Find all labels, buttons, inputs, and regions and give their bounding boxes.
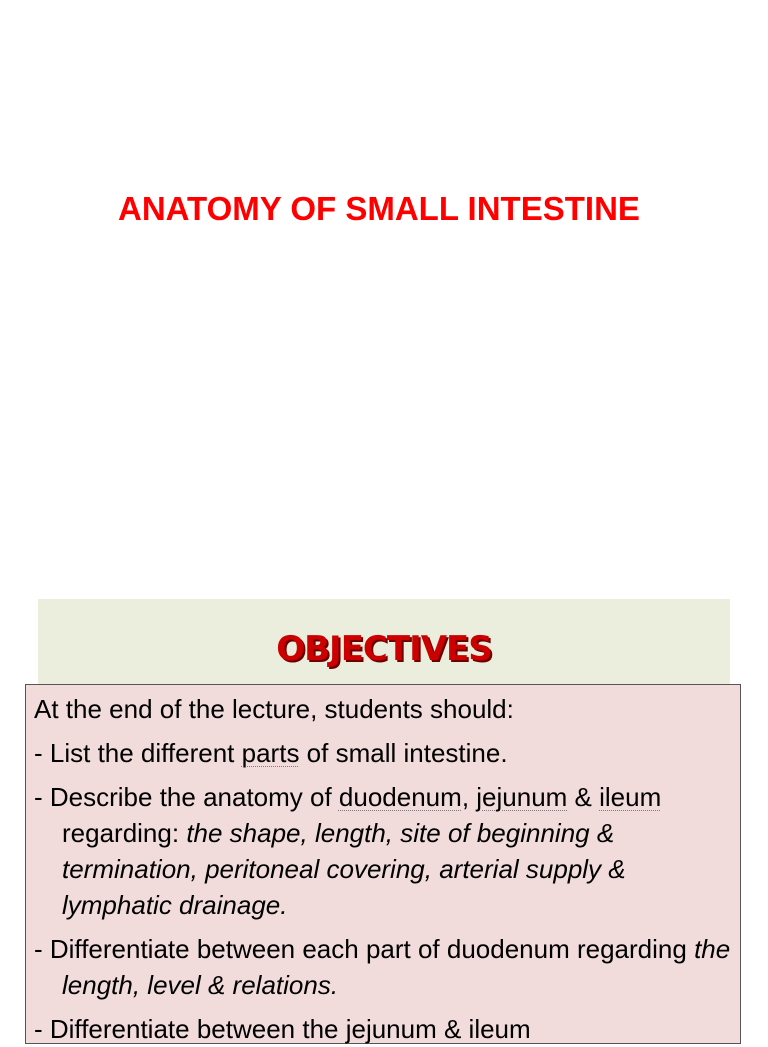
keyword-parts: parts <box>241 738 300 768</box>
objective-text: - Differentiate between each part of duodenum regarding <box>34 934 695 964</box>
keyword-duodenum: duodenum <box>338 782 462 812</box>
objective-text: regarding: <box>62 818 187 848</box>
objective-text: of small intestine. <box>299 738 508 768</box>
objective-item-parts <box>34 735 740 771</box>
objectives-intro: At the end of the lecture, students should: <box>34 694 514 724</box>
slide-title: ANATOMY OF SMALL INTESTINE <box>118 190 640 227</box>
objective-text: , <box>461 782 477 812</box>
objective-item-duodenum-parts <box>34 931 740 1003</box>
objectives-content-box <box>25 684 741 1044</box>
objectives-header-band <box>38 599 730 689</box>
objective-detail: the shape, length, site of beginning & termination, peritoneal covering, arterial supply & lymphatic drainage. <box>62 818 626 920</box>
objective-item-jejunum-ileum: - Differentiate between the jejunum & ileum <box>34 1014 531 1044</box>
objective-detail: the length, level & relations. <box>62 934 731 1000</box>
objectives-heading: OBJECTIVES <box>276 629 492 669</box>
objective-text: & <box>567 782 600 812</box>
objective-text: - List the different <box>34 738 242 768</box>
objective-text: - Describe the anatomy of <box>34 782 339 812</box>
objective-item-describe-anatomy <box>34 779 740 923</box>
keyword-ileum: ileum <box>599 782 662 812</box>
keyword-jejunum: jejunum <box>476 782 568 812</box>
